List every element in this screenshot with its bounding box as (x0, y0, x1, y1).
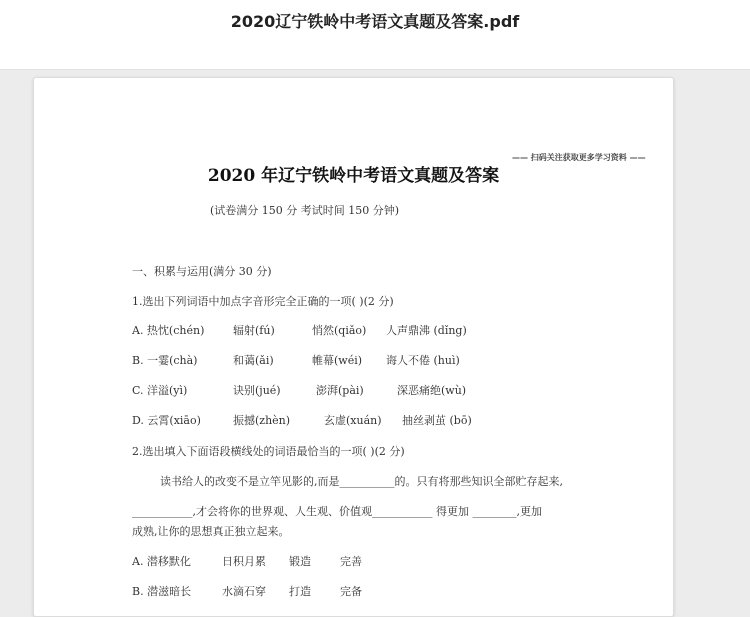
option-label: A. 热忱(chén) (132, 324, 205, 337)
option-label: A. 潜移默化 (132, 555, 191, 568)
viewer-header (0, 0, 750, 70)
option-word: 锻造 (289, 555, 311, 568)
question-1: 1.选出下列词语中加点字音形完全正确的一项( )(2 分) (132, 295, 394, 308)
option-word: 帷幕(wéi) (312, 354, 363, 367)
option-label: C. 洋溢(yì) (132, 384, 188, 397)
option-word: 悄然(qiǎo) (312, 324, 367, 337)
document-title: 2020 年辽宁铁岭中考语文真题及答案 (207, 166, 500, 186)
option-word: 人声鼎沸 (dǐng) (386, 324, 467, 337)
file-title: 2020辽宁铁岭中考语文真题及答案.pdf (230, 12, 520, 31)
option-label: D. 云霄(xiāo) (132, 414, 201, 427)
option-word: 日积月累 (222, 555, 266, 568)
section-heading: 一、积累与运用(满分 30 分) (132, 265, 272, 278)
option-word: 深恶痛绝(wù) (397, 384, 467, 397)
option-label: B. 一霎(chà) (132, 354, 198, 367)
document-page (33, 77, 674, 617)
passage-line: 成熟,让你的思想真正独立起来。 (132, 525, 290, 538)
document-subtitle: (试卷满分 150 分 考试时间 150 分钟) (210, 204, 400, 217)
option-word: 抽丝剥茧 (bō) (402, 414, 472, 427)
watermark-text: —— 扫码关注获取更多学习资料 —— (512, 153, 646, 162)
question-2: 2.选出填入下面语段横线处的词语最恰当的一项( )(2 分) (132, 445, 405, 458)
option-word: 和蔼(ǎi) (233, 354, 274, 367)
option-word: 水滴石穿 (222, 585, 266, 598)
option-word: 澎湃(pài) (316, 384, 364, 397)
option-word: 辐射(fú) (233, 324, 275, 337)
option-word: 完备 (340, 585, 362, 598)
option-label: B. 潜滋暗长 (132, 585, 192, 598)
option-word: 玄虚(xuán) (324, 414, 382, 427)
option-word: 诲人不倦 (huì) (386, 354, 460, 367)
passage-line: 读书给人的改变不是立竿见影的,而是__________的。只有将那些知识全部贮存起来, (160, 475, 563, 488)
option-word: 诀别(jué) (233, 384, 281, 397)
option-word: 振撼(zhèn) (233, 414, 291, 427)
option-word: 完善 (340, 555, 362, 568)
passage-line: ___________,才会将你的世界观、人生观、价值观___________ 得更加 ________,更加 (132, 505, 542, 518)
option-word: 打造 (289, 585, 311, 598)
